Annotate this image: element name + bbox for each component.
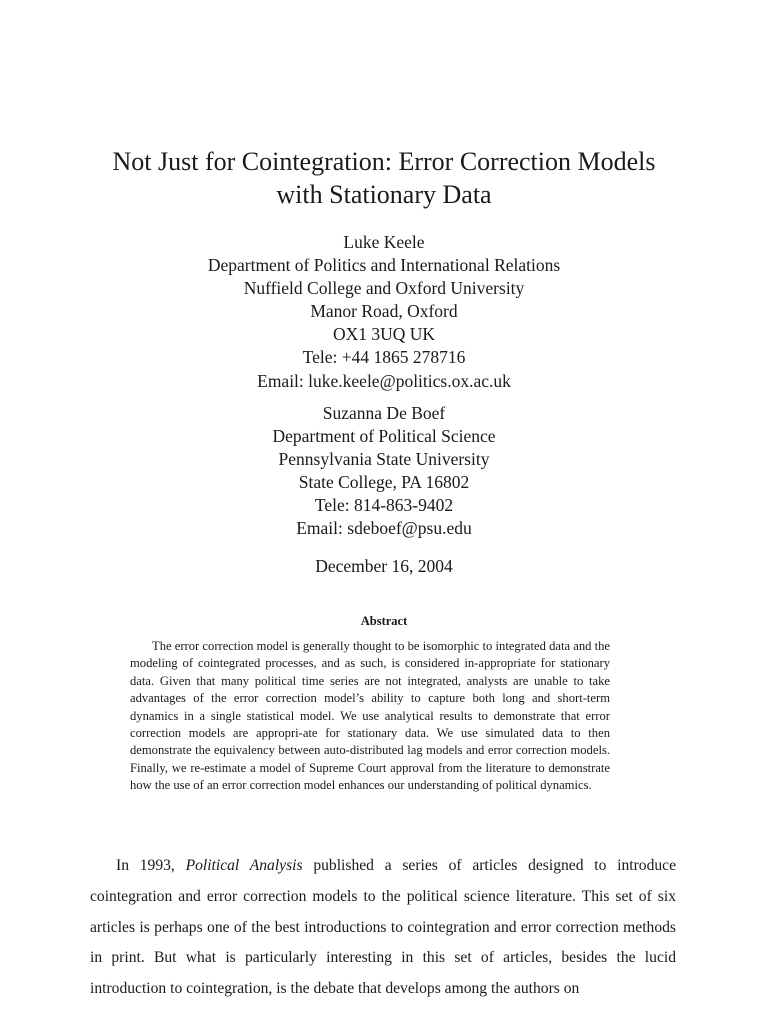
author-block-2: [0, 402, 768, 541]
author-telephone: Tele: 814-863-9402: [314, 495, 454, 516]
author-block-1: [0, 231, 768, 393]
author-name: Suzanna De Boef: [322, 403, 446, 423]
author-email: Email: luke.keele@politics.ox.ac.uk: [257, 370, 511, 391]
paper-title: [0, 145, 768, 211]
author-institution: Nuffield College and Oxford University: [243, 278, 525, 299]
abstract-text: The error correction model is generally thought to be isomorphic to integrated data and the modeling of cointegrated processes, and as such, is considered in-appropriate for stationary data. Given that many political time series are not integrated, analysts are unable to take advantages of the error correction model’s ability to capture both long and short-term dynamics in a single statistical model. We use analytical results to demonstrate that error correction models are appropri-ate for stationary data. We use simulated data to then demonstrate the equivalency between auto-distributed lag models and error correction models. Finally, we re-estimate a model of Supreme Court approval from the literature to demonstrate how the use of an error correction model enhances our understanding of political dynamics.: [130, 639, 610, 793]
abstract-heading: Abstract: [360, 614, 408, 628]
body-lead-text: In 1993,: [116, 857, 186, 874]
author-department: Department of Politics and International Relations: [207, 255, 561, 276]
paper-date: December 16, 2004: [315, 556, 453, 576]
author-telephone: Tele: +44 1865 278716: [302, 347, 466, 368]
author-name: Luke Keele: [343, 232, 425, 252]
author-street: Manor Road, Oxford: [310, 301, 458, 322]
journal-name: Political Analysis: [185, 857, 303, 874]
author-department: Department of Political Science: [272, 426, 496, 447]
body-rest-text: published a series of articles designed to introduce cointegration and error correction models to the political science literature. This set of six articles is perhaps one of the best introductions to cointegration and error correction methods in print. But what is particularly interesting in this set of articles, besides the lucid introduction to cointegration, is the debate that develops among the authors on: [90, 857, 677, 998]
author-email: Email: sdeboef@psu.edu: [296, 518, 472, 539]
title-line-2: with Stationary Data: [276, 180, 492, 209]
author-postcode: OX1 3UQ UK: [332, 324, 436, 345]
author-institution: Pennsylvania State University: [278, 449, 490, 470]
body-paragraph: [90, 851, 676, 1005]
author-street: State College, PA 16802: [298, 472, 470, 493]
title-line-1: Not Just for Cointegration: Error Correction Models: [112, 147, 656, 176]
